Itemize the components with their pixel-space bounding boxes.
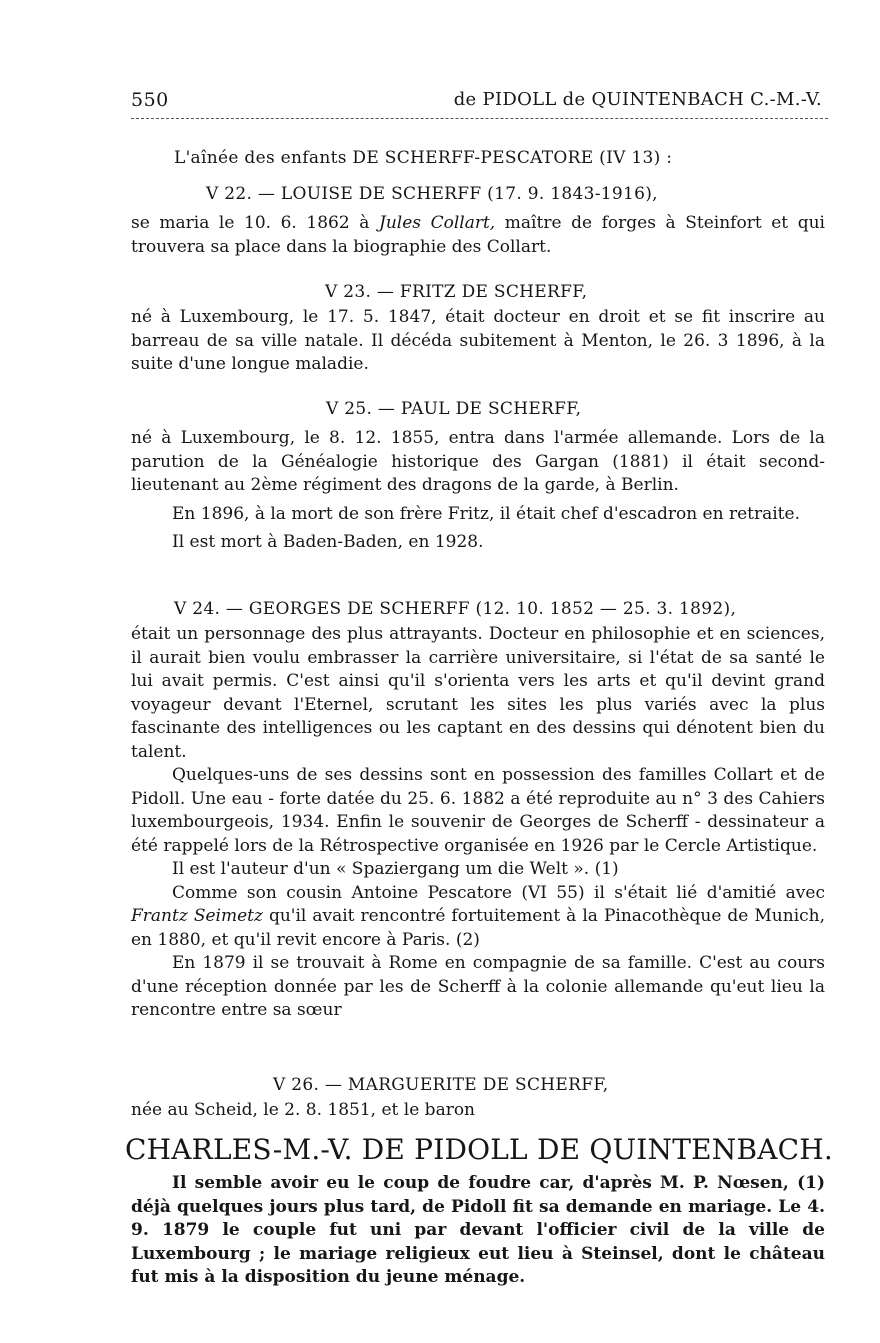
v24-dessins: Quelques-uns de ses dessins sont en possession des familles Collart et de Pidoll. Une eau - forte datée du 25. 6. 1882 a été reproduite au n° 3 des Cahiers luxembourgeois, 1934. Enfin le souvenir de Georges de Scherff - dessinateur a été rappelé lors de la Rétrospective organisée en 1926 par le Cercle Artistique. [131,765,825,856]
v22-text-b: maître de forges à Steinfort et qui trouvera sa place dans la biographie des Collart. [131,213,825,257]
v25-text: né à Luxembourg, le 8. 12. 1855, entra dans l'armée allemande. Lors de la parution de la Généalogie historique des Gargan (1881) il était second-lieutenant au 2ème régiment des dragons de la garde, à Berlin. [131,428,825,495]
v23-text: né à Luxembourg, le 17. 5. 1847, était docteur en droit et se fit inscrire au barreau de sa ville natale. Il décéda subitement à Menton, le 26. 3 1896, à la suite d'une longue maladie. [131,307,825,374]
entry-body-v25 [131,427,825,555]
closing-text: Il semble avoir eu le coup de foudre car, d'après M. P. Nœsen, (1) déjà quelques jours plus tard, de Pidoll fit sa demande en mariage. Le 4. 9. 1879 le couple fut uni par devant l'officier civil de la ville de Luxembourg ; le mariage religieux eut lieu à Steinsel, dont le château fut mis à la disposition du jeune ménage. [131,1173,825,1287]
running-title: de PIDOLL de QUINTENBACH C.-M.-V. [453,89,822,110]
entry-heading-v24: V 24. — GEORGES DE SCHERFF (12. 10. 1852 — 25. 3. 1892), [174,599,737,619]
v26-text: née au Scheid, le 2. 8. 1851, et le baron [131,1100,476,1120]
v24-seimetz-b: qu'il avait rencontré fortuitement à la Pinacothèque de Munich, en 1880, et qu'il revit encore à Paris. (2) [131,906,825,950]
page-number: 550 [131,89,169,111]
v25-retraite: En 1896, à la mort de son frère Fritz, il était chef d'escadron en retraite. [172,503,800,524]
v25-death: Il est mort à Baden-Baden, en 1928. [172,532,484,552]
entry-body-v26 [131,1099,825,1123]
v24-seimetz-name: Frantz Seimetz [131,906,263,926]
entry-heading-v22: V 22. — LOUISE DE SCHERFF (17. 9. 1843-1916), [206,184,658,204]
entry-body-v22 [131,212,825,259]
entry-heading-v23: V 23. — FRITZ DE SCHERFF, [325,282,588,302]
v24-seimetz-a: Comme son cousin Antoine Pescatore (VI 55) il s'était lié d'amitié avec [172,882,825,903]
entry-body-v24 [131,623,825,1023]
v22-spouse-name: Jules Collart, [379,213,496,233]
header-rule [131,118,828,119]
entry-body-v23 [131,306,825,377]
closing-paragraph [131,1172,825,1290]
v24-seimetz [131,882,825,953]
v24-rome: En 1879 il se trouvait à Rome en compagnie de sa famille. C'est au cours d'une réception donnée par les de Scherff à la colonie allemande qu'eut lieu la rencontre entre sa sœur [131,953,825,1020]
big-name-heading: CHARLES-M.-V. DE PIDOLL DE QUINTENBACH. [125,1133,834,1166]
v24-text: était un personnage des plus attrayants. Docteur en philosophie et en sciences, il aurait bien voulu embrasser la carrière universitaire, si l'état de sa santé le lui avait permis. C'est ainsi qu'il s'orienta vers les arts et qu'il devint grand voyageur devant l'Eternel, scrutant les sites les plus variés avec la plus fascinante des intelligences ou les captant en des dessins qui dénotent bien du talent. [131,624,825,762]
entry-heading-v26: V 26. — MARGUERITE DE SCHERFF, [273,1075,609,1095]
intro-line: L'aînée des enfants DE SCHERFF-PESCATORE (IV 13) : [174,148,673,168]
v22-text-a: se maria le 10. 6. 1862 à [131,213,380,233]
entry-heading-v25: V 25. — PAUL DE SCHERFF, [326,399,582,419]
v24-spaziergang: Il est l'auteur d'un « Spaziergang um die Welt ». (1) [172,859,619,879]
